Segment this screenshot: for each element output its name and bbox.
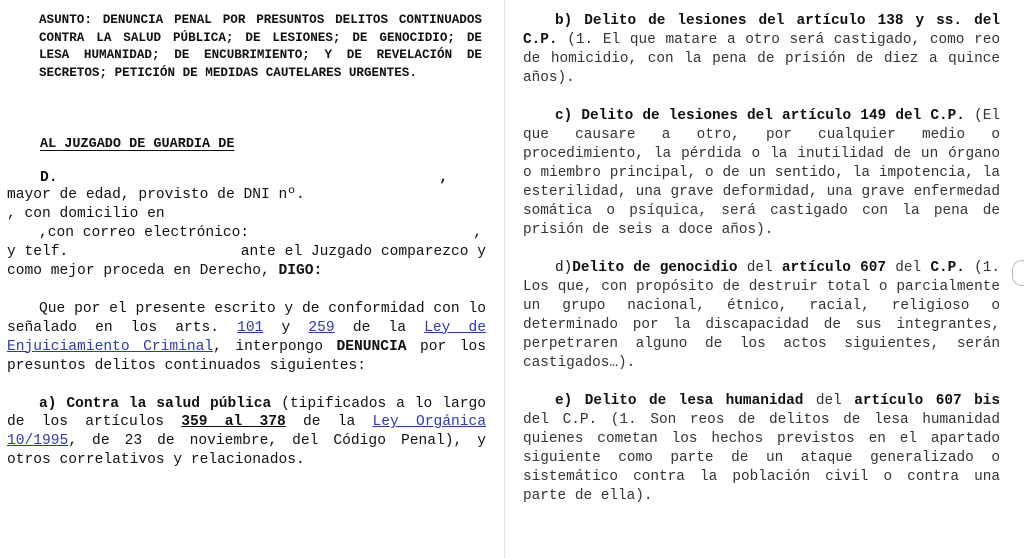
party-line-4	[7, 243, 486, 262]
item-c-paragraph	[523, 107, 1000, 240]
party-name-line	[40, 170, 486, 186]
item-e-label: e) Delito de lesa humanidad	[555, 393, 804, 409]
party-line-2	[7, 205, 486, 224]
digo-label: DIGO:	[278, 263, 323, 279]
item-a-paragraph: a) Contra la salud pública (tipificados a lo largo de los artículos 359 al 378 de la Ley Orgánica 10/1995, de 23 de noviembre, del Código Penal), y otros correlativos y relacionados.	[7, 395, 487, 469]
item-d-paragraph: d)Delito de genocidio del artículo 607 del C.P. (1. Los que, con propósito de destruir total o parcialmente un grupo nacional, étnico, racial, religioso o determinado por la discapacidad de sus integrantes, perpetraren alguno de los actos siguientes, serán castigados…).	[523, 260, 1001, 371]
denuncia-label: DENUNCIA	[336, 338, 407, 355]
item-c-text: (El que causare a otro, por cualquier medio o procedimiento, la pérdida o la inutilidad de un órgano o miembro principal, o de un sentido, la impotencia, la esterilidad, una grave deformidad, una grave enfermedad somática o psíquica, será castigado con la pena de prisión de seis a doce años).	[523, 108, 1001, 238]
item-e-paragraph: e) Delito de lesa humanidad del artículo 607 bis del C.P. (1. Son reos de delitos de lesa humanidad quienes cometan los hechos previstos en el apartado siguiente como parte de un ataque generalizado o sistemático contra la población civil o contra una parte de ella).	[523, 393, 1001, 504]
court-heading: AL JUZGADO DE GUARDIA DE	[40, 137, 235, 153]
item-d-article: artículo 607	[781, 260, 887, 276]
lecrim-link[interactable]: Ley de Enjuiciamiento Criminal	[7, 319, 487, 355]
party-email-text: ,con correo electrónico:	[39, 225, 250, 242]
codigo-penal-link[interactable]: Ley Orgánica 10/1995	[7, 414, 487, 450]
left-page	[0, 0, 500, 558]
art-101-link[interactable]: 101	[237, 319, 264, 336]
item-b-paragraph	[523, 12, 1000, 88]
party-id-text: mayor de edad, provisto de DNI nº.	[7, 187, 305, 204]
item-a-articles: 359 al 378	[181, 414, 286, 431]
party-appear-text: ante el Juzgado comparezco y	[240, 244, 486, 261]
party-phone-text: y telf.	[7, 244, 69, 261]
complaint-paragraph: Que por el presente escrito y de conformidad con lo señalado en los arts. 101 y 259 de la Ley de Enjuiciamiento Criminal, interpongo DENUNCIA por los presuntos delitos continuados siguientes:	[7, 300, 487, 374]
scroll-handle[interactable]	[1012, 260, 1024, 286]
item-a-label: a) Contra la salud pública	[39, 395, 272, 412]
item-e-article: artículo 607 bis	[854, 393, 1001, 409]
item-d-text: (1. Los que, con propósito de destruir total o parcialmente un grupo nacional, étnico, racial, religioso o determinado por la discapacidad de sus integrantes, perpetraren alguno de los actos siguientes, serán castigados…).	[523, 260, 1001, 371]
art-259-link[interactable]: 259	[308, 319, 335, 336]
item-d-cp: C.P.	[930, 260, 965, 276]
party-address-text: , con domicilio en	[7, 206, 165, 223]
party-comma: ,	[439, 170, 448, 187]
item-d-label: Delito de genocidio	[572, 260, 738, 276]
item-c-label: c) Delito de lesiones del artículo 149 del C.P.	[555, 108, 965, 124]
item-e-text: (1. Son reos de delitos de lesa humanidad quienes cometan los hechos previstos en el apartado siguiente como parte de un ataque generalizado o sistemático contra la población civil o contra una parte de ella).	[523, 412, 1000, 504]
subject-heading: ASUNTO: DENUNCIA PENAL POR PRESUNTOS DELITOS CONTINUADOS CONTRA LA SALUD PÚBLICA; DE LESIONES; DE GENOCIDIO; DE LESA HUMANIDAD; DE ENCUBRIMIENTO; Y DE REVELACIÓN DE SECRETOS; PETICIÓN DE MEDIDAS CAUTELARES URGENTES.	[39, 13, 482, 80]
item-b-label: b) Delito de lesiones del artículo 138 y ss. del C.P.	[523, 13, 1000, 48]
right-page	[505, 0, 1024, 558]
party-line-5	[7, 262, 486, 281]
party-proceed-text: como mejor proceda en Derecho,	[7, 263, 270, 279]
party-d-label: D.	[40, 170, 58, 187]
party-line-1	[7, 186, 486, 205]
party-line-3	[7, 224, 486, 243]
party-email-comma: ,	[473, 225, 482, 242]
item-b-text: (1. El que matare a otro será castigado, como reo de homicidio, con la pena de prisión de diez a quince años).	[523, 32, 1000, 86]
item-d-prefix: d)	[555, 260, 573, 276]
